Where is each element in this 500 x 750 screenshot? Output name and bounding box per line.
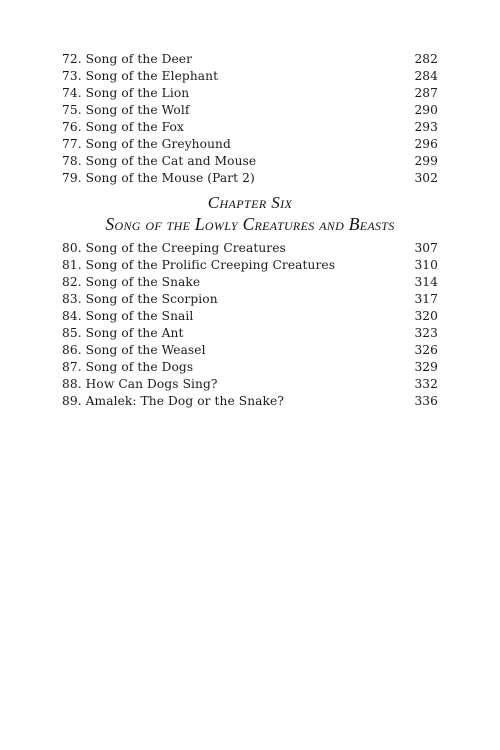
toc-entry-title: 74. Song of the Lion xyxy=(62,86,190,100)
toc-entry-page: 326 xyxy=(414,343,438,357)
toc-entry-page: 307 xyxy=(414,241,438,255)
toc-entry-page: 332 xyxy=(414,377,438,391)
toc-entry xyxy=(62,153,438,170)
toc-entry xyxy=(62,274,438,291)
toc-entry xyxy=(62,102,438,119)
toc-entry-page: 282 xyxy=(414,52,438,66)
chapter-label: Chapter Six xyxy=(207,193,293,212)
toc-entry xyxy=(62,291,438,308)
toc-entry xyxy=(62,136,438,153)
toc-entry xyxy=(62,51,438,68)
toc-entry-title: 72. Song of the Deer xyxy=(62,52,193,66)
toc-entry-page: 284 xyxy=(414,69,438,83)
toc-entry-title: 78. Song of the Cat and Mouse xyxy=(62,154,257,168)
toc-entry-title: 77. Song of the Greyhound xyxy=(62,137,231,151)
toc-entry-page: 323 xyxy=(414,326,438,340)
toc-entry-title: 76. Song of the Fox xyxy=(62,120,184,134)
toc-entry xyxy=(62,325,438,342)
toc-entry-title: 84. Song of the Snail xyxy=(62,309,194,323)
toc-entry-title: 80. Song of the Creeping Creatures xyxy=(62,241,286,255)
toc-list-after xyxy=(62,240,438,410)
toc-entry-title: 89. Amalek: The Dog or the Snake? xyxy=(62,394,284,408)
toc-entry xyxy=(62,342,438,359)
toc-entry xyxy=(62,240,438,257)
toc-entry-page: 290 xyxy=(414,103,438,117)
toc-entry-title: 81. Song of the Prolific Creeping Creatures xyxy=(62,258,336,272)
chapter-heading xyxy=(62,193,438,235)
toc-entry xyxy=(62,170,438,187)
toc-entry xyxy=(62,85,438,102)
toc-entry xyxy=(62,376,438,393)
toc-entry-title: 75. Song of the Wolf xyxy=(62,103,190,117)
toc-entry xyxy=(62,68,438,85)
toc-entry-title: 87. Song of the Dogs xyxy=(62,360,194,374)
toc-entry-page: 296 xyxy=(414,137,438,151)
toc-entry xyxy=(62,359,438,376)
toc-entry-title: 86. Song of the Weasel xyxy=(62,343,206,357)
toc-entry-page: 320 xyxy=(414,309,438,323)
toc-entry-page: 329 xyxy=(414,360,438,374)
toc-entry-page: 293 xyxy=(414,120,438,134)
chapter-title: Song of the Lowly Creatures and Beasts xyxy=(105,214,395,234)
table-of-contents xyxy=(62,51,438,410)
toc-entry xyxy=(62,308,438,325)
toc-entry xyxy=(62,393,438,410)
toc-entry-page: 302 xyxy=(414,171,438,185)
toc-entry xyxy=(62,119,438,136)
toc-list-before xyxy=(62,51,438,187)
toc-entry-title: 88. How Can Dogs Sing? xyxy=(62,377,218,391)
toc-entry-page: 336 xyxy=(414,394,438,408)
toc-entry-title: 79. Song of the Mouse (Part 2) xyxy=(62,171,255,185)
toc-entry-title: 73. Song of the Elephant xyxy=(62,69,219,83)
toc-entry-page: 317 xyxy=(414,292,438,306)
toc-entry-title: 85. Song of the Ant xyxy=(62,326,184,340)
toc-entry-page: 310 xyxy=(414,258,438,272)
toc-entry-page: 314 xyxy=(414,275,438,289)
toc-entry xyxy=(62,257,438,274)
toc-entry-title: 83. Song of the Scorpion xyxy=(62,292,218,306)
toc-entry-page: 287 xyxy=(414,86,438,100)
toc-entry-title: 82. Song of the Snake xyxy=(62,275,201,289)
toc-entry-page: 299 xyxy=(414,154,438,168)
